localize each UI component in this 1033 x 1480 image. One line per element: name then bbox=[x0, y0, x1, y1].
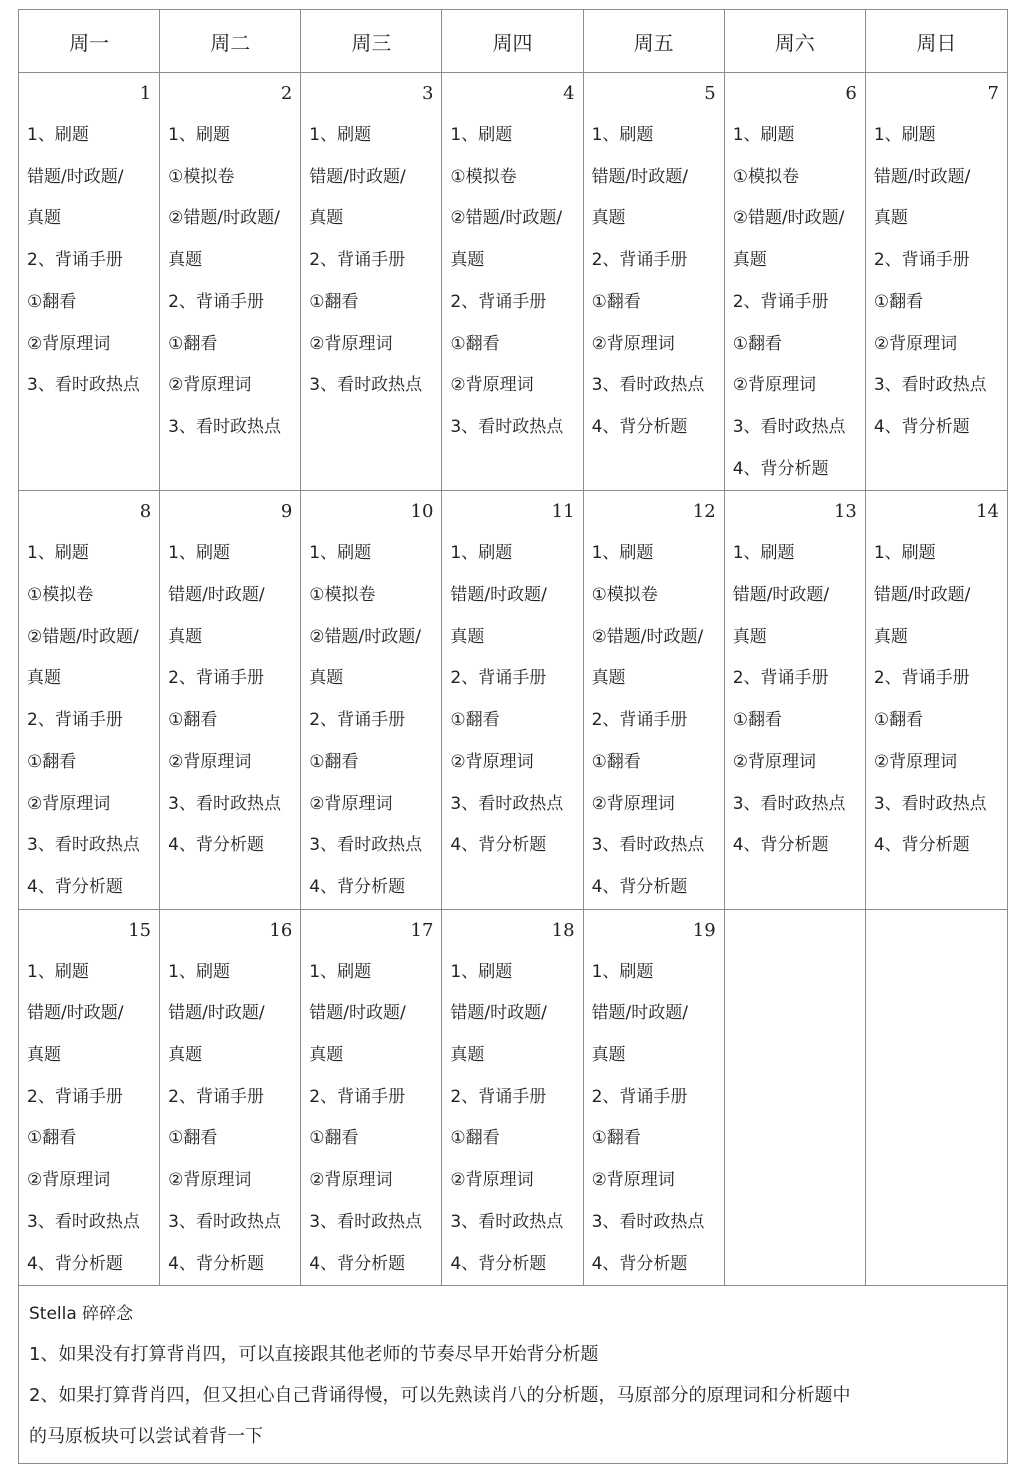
task-line: ①翻看 bbox=[450, 333, 500, 354]
week-row-2 bbox=[19, 491, 1008, 909]
task-line: 4、背分析题 bbox=[27, 876, 123, 897]
notes-row bbox=[19, 1286, 1008, 1464]
task-line: ②背原理词 bbox=[591, 793, 675, 814]
task-line: 2、背诵手册 bbox=[27, 710, 123, 731]
task-line: 2、背诵手册 bbox=[450, 291, 547, 312]
task-line: 3、看时政热点 bbox=[168, 416, 281, 437]
task-line: ②背原理词 bbox=[873, 333, 958, 354]
task-line: ②背原理词 bbox=[591, 1170, 675, 1191]
task-line: 2、背诵手册 bbox=[168, 291, 264, 312]
day-cell bbox=[19, 909, 160, 1286]
task-line: ②背原理词 bbox=[450, 1170, 534, 1191]
task-line: 错题/时政题/ bbox=[309, 1003, 406, 1024]
day-number: 13 bbox=[833, 501, 857, 523]
task-line: ①模拟卷 bbox=[591, 585, 658, 606]
day-cell bbox=[301, 909, 442, 1286]
task-line: 4、背分析题 bbox=[873, 416, 970, 437]
task-line: 1、刷题 bbox=[732, 543, 795, 564]
task-line: 2、背诵手册 bbox=[27, 1086, 123, 1107]
task-line: ①模拟卷 bbox=[450, 166, 517, 187]
study-schedule-table bbox=[18, 9, 1008, 1464]
day-number: 3 bbox=[421, 83, 434, 104]
task-line: 3、看时政热点 bbox=[309, 375, 423, 396]
task-line: ②背原理词 bbox=[309, 793, 393, 814]
day-cell bbox=[724, 491, 865, 909]
day-number: 15 bbox=[128, 919, 152, 941]
task-line: 1、刷题 bbox=[168, 543, 230, 564]
day-cell bbox=[865, 73, 1007, 491]
day-number: 8 bbox=[139, 501, 152, 523]
day-number: 11 bbox=[551, 501, 575, 523]
task-line: ①翻看 bbox=[309, 751, 359, 772]
task-line: ①翻看 bbox=[873, 710, 924, 731]
task-line: ①翻看 bbox=[27, 1128, 77, 1149]
task-line: ②背原理词 bbox=[168, 1170, 252, 1191]
task-line: 真题 bbox=[309, 208, 344, 229]
schedule-body bbox=[19, 73, 1008, 1286]
task-line: 真题 bbox=[873, 626, 908, 647]
day-number: 1 bbox=[139, 83, 152, 104]
task-line: 真题 bbox=[27, 668, 61, 689]
task-line: ①翻看 bbox=[732, 333, 782, 354]
task-line: 1、刷题 bbox=[309, 961, 372, 982]
weekday-header-1: 周一 bbox=[19, 10, 160, 73]
task-line: 真题 bbox=[732, 250, 767, 271]
notes-cell bbox=[19, 1286, 1008, 1464]
task-line: ①翻看 bbox=[873, 291, 924, 312]
task-line: ②背原理词 bbox=[450, 751, 534, 772]
task-line: 4、背分析题 bbox=[591, 876, 688, 897]
task-line: 错题/时政题/ bbox=[591, 166, 689, 187]
task-line: 4、背分析题 bbox=[450, 1253, 547, 1274]
day-number: 9 bbox=[280, 501, 293, 523]
task-line: ②错题/时政题/ bbox=[591, 626, 704, 647]
task-line: 1、刷题 bbox=[27, 125, 89, 145]
note-line-3: 的马原板块可以尝试着背一下 bbox=[29, 1426, 263, 1448]
week-row-1 bbox=[19, 73, 1008, 491]
day-cell bbox=[160, 73, 301, 491]
task-line: 真题 bbox=[450, 626, 485, 647]
task-line: ②背原理词 bbox=[168, 375, 252, 396]
task-line: 1、刷题 bbox=[450, 125, 513, 145]
task-line: 真题 bbox=[591, 668, 626, 689]
task-line: 3、看时政热点 bbox=[309, 1211, 423, 1232]
task-line: 2、背诵手册 bbox=[732, 291, 829, 312]
task-line: 1、刷题 bbox=[873, 543, 936, 564]
task-line: ②错题/时政题/ bbox=[27, 626, 139, 647]
task-line: 3、看时政热点 bbox=[27, 1211, 140, 1232]
note-line-1: 1、如果没有打算背肖四，可以直接跟其他老师的节奏尽早开始背分析题 bbox=[29, 1344, 599, 1366]
task-line: 真题 bbox=[168, 250, 203, 271]
task-line: ①翻看 bbox=[168, 710, 218, 731]
task-line: 4、背分析题 bbox=[873, 835, 970, 856]
task-line: 1、刷题 bbox=[873, 125, 936, 145]
day-cell bbox=[865, 491, 1007, 909]
task-line: 3、看时政热点 bbox=[168, 1211, 281, 1232]
task-line: 错题/时政题/ bbox=[27, 1003, 124, 1024]
task-line: 2、背诵手册 bbox=[732, 668, 829, 689]
task-line: 真题 bbox=[450, 1045, 485, 1066]
task-line: 错题/时政题/ bbox=[27, 166, 124, 187]
task-line: 真题 bbox=[309, 1045, 344, 1066]
day-number: 7 bbox=[987, 83, 999, 104]
task-line: 3、看时政热点 bbox=[168, 793, 281, 814]
task-line: 4、背分析题 bbox=[450, 835, 547, 856]
task-line: ①模拟卷 bbox=[309, 585, 376, 606]
task-line: ①翻看 bbox=[168, 1128, 218, 1149]
day-cell bbox=[724, 909, 865, 1286]
task-line: 2、背诵手册 bbox=[591, 1086, 688, 1107]
weekday-header-4: 周四 bbox=[442, 10, 583, 73]
task-line: 错题/时政题/ bbox=[873, 585, 971, 606]
day-number: 18 bbox=[551, 919, 575, 941]
task-line: 4、背分析题 bbox=[27, 1253, 123, 1274]
task-line: 3、看时政热点 bbox=[27, 835, 140, 856]
week-row-3 bbox=[19, 909, 1008, 1286]
task-line: 1、刷题 bbox=[591, 961, 654, 982]
note-line-2: 2、如果打算背肖四，但又担心自己背诵得慢，可以先熟读肖八的分析题，马原部分的原理词和分析题中 bbox=[29, 1385, 851, 1407]
day-cell bbox=[301, 491, 442, 909]
day-number: 16 bbox=[269, 919, 293, 941]
task-line: ①模拟卷 bbox=[27, 585, 94, 606]
task-line: 3、看时政热点 bbox=[591, 375, 705, 396]
task-line: 2、背诵手册 bbox=[591, 250, 688, 271]
task-line: ②背原理词 bbox=[732, 751, 816, 772]
task-line: 真题 bbox=[168, 1045, 203, 1066]
task-line: ②背原理词 bbox=[873, 751, 958, 772]
task-line: 4、背分析题 bbox=[591, 1253, 688, 1274]
weekday-header-3: 周三 bbox=[301, 10, 442, 73]
day-number: 17 bbox=[410, 919, 434, 941]
task-line: 3、看时政热点 bbox=[450, 793, 564, 814]
task-line: 1、刷题 bbox=[450, 543, 513, 564]
task-line: ①模拟卷 bbox=[168, 166, 235, 187]
task-line: 真题 bbox=[27, 1045, 61, 1066]
task-line: 错题/时政题/ bbox=[168, 585, 265, 606]
day-number: 19 bbox=[692, 919, 716, 941]
day-cell bbox=[19, 491, 160, 909]
task-line: ①翻看 bbox=[591, 291, 641, 312]
task-line: ①翻看 bbox=[450, 1128, 500, 1149]
task-line: ②背原理词 bbox=[450, 375, 534, 396]
task-line: 2、背诵手册 bbox=[27, 250, 123, 271]
day-cell bbox=[865, 909, 1007, 1286]
task-line: ②错题/时政题/ bbox=[732, 208, 845, 229]
day-number: 2 bbox=[280, 83, 293, 104]
day-number: 5 bbox=[704, 83, 716, 104]
task-line: ①翻看 bbox=[27, 751, 77, 772]
task-line: ①翻看 bbox=[27, 291, 77, 312]
task-line: ②背原理词 bbox=[591, 333, 675, 354]
task-line: ②背原理词 bbox=[732, 375, 816, 396]
task-line: ①翻看 bbox=[168, 333, 218, 354]
task-line: ②背原理词 bbox=[309, 333, 393, 354]
day-number: 12 bbox=[692, 501, 716, 523]
task-line: 错题/时政题/ bbox=[168, 1003, 265, 1024]
task-line: 错题/时政题/ bbox=[591, 1003, 689, 1024]
task-line: ②错题/时政题/ bbox=[450, 208, 563, 229]
task-line: ①翻看 bbox=[309, 1128, 359, 1149]
notes-title-text: Stella 碎碎念 bbox=[29, 1304, 134, 1325]
day-cell bbox=[160, 909, 301, 1286]
task-line: 真题 bbox=[873, 208, 908, 229]
weekday-header-row bbox=[19, 10, 1008, 73]
notes-title bbox=[29, 1294, 997, 1334]
task-line: 2、背诵手册 bbox=[873, 250, 970, 271]
task-line: 真题 bbox=[168, 626, 203, 647]
task-line: 4、背分析题 bbox=[168, 1253, 264, 1274]
task-line: ①翻看 bbox=[591, 1128, 641, 1149]
task-line: ②错题/时政题/ bbox=[168, 208, 280, 229]
task-line: ②背原理词 bbox=[27, 333, 111, 354]
task-line: 2、背诵手册 bbox=[309, 250, 406, 271]
task-line: ①翻看 bbox=[591, 751, 641, 772]
task-line: 1、刷题 bbox=[591, 125, 654, 145]
task-line: 3、看时政热点 bbox=[732, 416, 846, 437]
day-cell bbox=[583, 909, 724, 1286]
day-number bbox=[874, 918, 999, 952]
task-line: 错题/时政题/ bbox=[450, 1003, 547, 1024]
task-line: 3、看时政热点 bbox=[591, 1211, 705, 1232]
task-line: 错题/时政题/ bbox=[450, 585, 547, 606]
task-line: 3、看时政热点 bbox=[309, 835, 423, 856]
task-line: 3、看时政热点 bbox=[873, 793, 987, 814]
day-number: 6 bbox=[845, 83, 857, 104]
task-line: ①翻看 bbox=[309, 291, 359, 312]
day-number: 14 bbox=[976, 501, 999, 523]
weekday-header-7: 周日 bbox=[865, 10, 1007, 73]
task-line: 3、看时政热点 bbox=[732, 793, 846, 814]
task-line: ①翻看 bbox=[450, 710, 500, 731]
weekday-header-2: 周二 bbox=[160, 10, 301, 73]
day-cell bbox=[442, 491, 583, 909]
task-line: ②背原理词 bbox=[27, 1170, 111, 1191]
task-line: 1、刷题 bbox=[450, 961, 513, 982]
task-line: 真题 bbox=[591, 208, 626, 229]
day-cell bbox=[583, 491, 724, 909]
weekday-header-6: 周六 bbox=[724, 10, 865, 73]
weekday-header-5: 周五 bbox=[583, 10, 724, 73]
task-line: 2、背诵手册 bbox=[450, 668, 547, 689]
task-line: ②背原理词 bbox=[168, 751, 252, 772]
task-line: ②背原理词 bbox=[27, 793, 111, 814]
task-line: ②错题/时政题/ bbox=[309, 626, 421, 647]
task-line: 真题 bbox=[309, 668, 344, 689]
task-line: 1、刷题 bbox=[27, 961, 89, 982]
task-line: 2、背诵手册 bbox=[450, 1086, 547, 1107]
task-line: ①模拟卷 bbox=[732, 166, 799, 187]
day-number: 10 bbox=[410, 501, 434, 523]
task-line: 2、背诵手册 bbox=[168, 1086, 264, 1107]
task-line: 错题/时政题/ bbox=[732, 585, 830, 606]
day-cell bbox=[724, 73, 865, 491]
task-line: 4、背分析题 bbox=[168, 835, 264, 856]
task-line: 4、背分析题 bbox=[732, 835, 829, 856]
task-line: 2、背诵手册 bbox=[309, 710, 406, 731]
task-line: 真题 bbox=[732, 626, 767, 647]
task-line: 1、刷题 bbox=[732, 125, 795, 145]
task-line: 2、背诵手册 bbox=[168, 668, 264, 689]
task-line: 2、背诵手册 bbox=[309, 1086, 406, 1107]
task-line: 2、背诵手册 bbox=[873, 668, 970, 689]
day-cell bbox=[583, 73, 724, 491]
task-line: 1、刷题 bbox=[309, 125, 372, 145]
task-line: 3、看时政热点 bbox=[591, 835, 705, 856]
task-line: 4、背分析题 bbox=[309, 1253, 406, 1274]
task-line: 4、背分析题 bbox=[591, 416, 688, 437]
task-line: 3、看时政热点 bbox=[27, 375, 140, 396]
task-line: 1、刷题 bbox=[168, 125, 230, 145]
day-cell bbox=[301, 73, 442, 491]
day-cell bbox=[160, 491, 301, 909]
task-line: 3、看时政热点 bbox=[450, 416, 564, 437]
task-line: 真题 bbox=[591, 1045, 626, 1066]
task-line: 1、刷题 bbox=[168, 961, 230, 982]
task-line: 错题/时政题/ bbox=[873, 166, 971, 187]
day-cell bbox=[442, 73, 583, 491]
task-line: 3、看时政热点 bbox=[873, 375, 987, 396]
task-line: 1、刷题 bbox=[309, 543, 372, 564]
day-number bbox=[733, 918, 857, 952]
task-line: ②背原理词 bbox=[309, 1170, 393, 1191]
task-line: 2、背诵手册 bbox=[591, 710, 688, 731]
task-line: 错题/时政题/ bbox=[309, 166, 406, 187]
day-cell bbox=[442, 909, 583, 1286]
task-line: 4、背分析题 bbox=[732, 458, 829, 479]
day-number: 4 bbox=[563, 83, 575, 104]
task-line: ①翻看 bbox=[732, 710, 782, 731]
task-line: 3、看时政热点 bbox=[450, 1211, 564, 1232]
task-line: 真题 bbox=[450, 250, 485, 271]
day-cell bbox=[19, 73, 160, 491]
task-line: 4、背分析题 bbox=[309, 876, 406, 897]
task-line: 1、刷题 bbox=[591, 543, 654, 564]
task-line: 真题 bbox=[27, 208, 61, 229]
task-line: 1、刷题 bbox=[27, 543, 89, 564]
